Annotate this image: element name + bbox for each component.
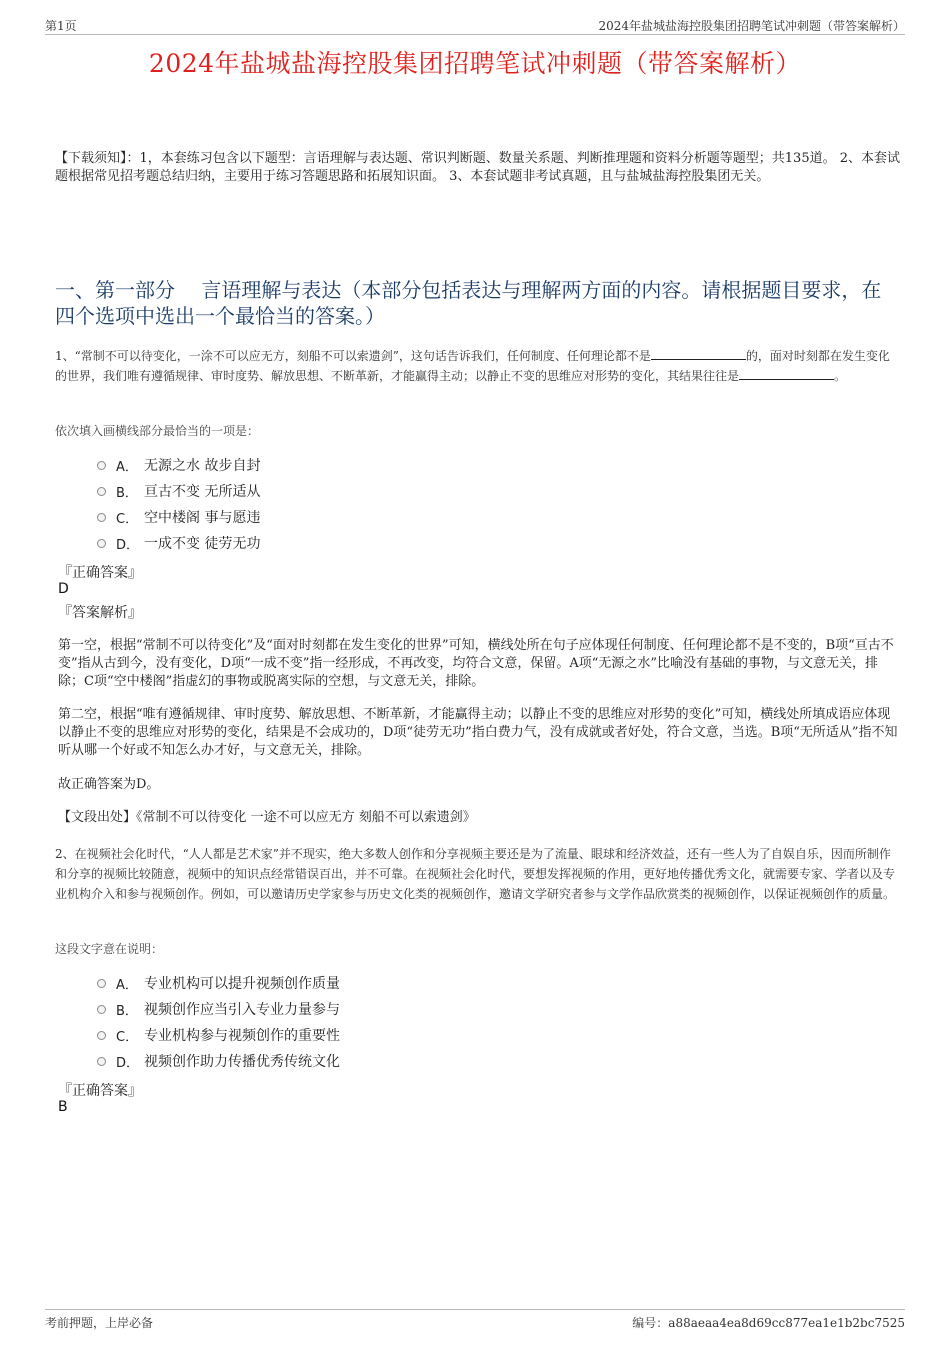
radio-icon[interactable] <box>97 461 106 470</box>
header-doc-title: 2024年盐城盐海控股集团招聘笔试冲刺题（带答案解析） <box>598 19 905 33</box>
question-2-stem: 2、在视频社会化时代，“人人都是艺术家”并不现实，绝大多数人创作和分享视频主要还是为了流量、眼球和经济效益，还有一些人为了自娱自乐，因而所制作和分享的视频比较随意，视频中的知识点经常错误百出，并不可靠。在视频社会化时代，要想发挥视频的作用，更好地传播优秀文化，就需要专家、学者以及专业机构介入和参与视频创作。例如，可以邀请历史学家参与历史文化类的视频创作，邀请文学研究者参与文学作品欣赏类的视频创作，以保证视频创作的质量。 <box>55 847 896 901</box>
option-letter: A． <box>116 459 138 475</box>
q1-option-b[interactable] <box>97 481 260 501</box>
option-letter: C． <box>116 1029 139 1045</box>
option-text: 专业机构参与视频创作的重要性 <box>144 1028 340 1044</box>
radio-icon[interactable] <box>97 1005 106 1014</box>
q1-answer-label: 『正确答案』 <box>58 565 142 581</box>
option-text: 无源之水 故步自封 <box>144 458 261 474</box>
q2-option-b[interactable] <box>97 999 340 1019</box>
radio-icon[interactable] <box>97 979 106 988</box>
option-text: 亘古不变 无所适从 <box>144 484 261 500</box>
q2-option-d[interactable] <box>97 1051 340 1071</box>
option-text: 一成不变 徒劳无功 <box>144 536 261 552</box>
radio-icon[interactable] <box>97 539 106 548</box>
option-text: 视频创作助力传播优秀传统文化 <box>144 1054 340 1070</box>
q2-option-a[interactable] <box>97 973 340 993</box>
option-letter: B． <box>116 485 138 501</box>
document-title: 2024年盐城盐海控股集团招聘笔试冲刺题（带答案解析） <box>148 49 802 78</box>
q2-option-c[interactable] <box>97 1025 340 1045</box>
page-number: 第1页 <box>45 19 77 33</box>
q1-analysis-label: 『答案解析』 <box>58 605 142 621</box>
question-1-text-b: 的，面对时刻都在发生变化的世界，我们唯有遵循规律、审时度势、解放思想、不断革新，才能赢得主动；以静止不变的思维应对形势的变化，其结果往往是 <box>55 349 890 383</box>
q2-answer: B <box>58 1099 68 1115</box>
q1-option-a[interactable] <box>97 455 260 475</box>
option-letter: D． <box>116 1055 140 1071</box>
download-notice: 【下载须知】：1，本套练习包含以下题型：言语理解与表达题、常识判断题、数量关系题、判断推理题和资料分析题等题型；共135道。 2、本套试题根据常见招考题总结归纳，主要用于练习答题思路和拓展知识面。 3、本套试题非考试真题，且与盐城盐海控股集团无关。 <box>55 151 900 184</box>
radio-icon[interactable] <box>97 1057 106 1066</box>
option-letter: A． <box>116 977 138 993</box>
q1-analysis-1: 第一空，根据“常制不可以待变化”及“面对时刻都在发生变化的世界”可知，横线处所在句子应体现任何制度、任何理论都不是不变的，B项“亘古不变”指从古到今，没有变化，D项“一成不变”指一经形成，不再改变，均符合文意，保留。A项“无源之水”比喻没有基础的事物，与文意无关，排除；C项“空中楼阁”指虚幻的事物或脱离实际的空想，与文意无关，排除。 <box>58 638 894 689</box>
footer-slogan: 考前押题，上岸必备 <box>45 1316 154 1330</box>
question-1-text-a: 1、“常制不可以待变化，一涂不可以应无方，刻船不可以索遗剑”，这句话告诉我们，任何制度、任何理论都不是 <box>55 349 651 363</box>
header-divider <box>45 34 905 35</box>
radio-icon[interactable] <box>97 487 106 496</box>
option-letter: C． <box>116 511 139 527</box>
answer-blank-1 <box>651 347 746 360</box>
q1-analysis-2: 第二空，根据“唯有遵循规律、审时度势、解放思想、不断革新，才能赢得主动；以静止不变的思维应对形势的变化”可知，横线处所填成语应体现以静止不变的思维应对形势的变化，结果是不会成功的，D项“徒劳无功”指白费力气，没有成就或者好处，符合文意，当选。B项“无所适从”指不知听从哪一个好或不知怎么办才好，与文意无关，排除。 <box>58 707 898 758</box>
option-letter: B． <box>116 1003 138 1019</box>
q1-option-d[interactable] <box>97 533 260 553</box>
q2-answer-label: 『正确答案』 <box>58 1083 142 1099</box>
question-1-prompt: 依次填入画横线部分最恰当的一项是： <box>55 424 260 438</box>
question-1-text-c: 。 <box>834 369 847 383</box>
q1-source: 【文段出处】《常制不可以待变化 一途不可以应无方 刻船不可以索遗剑》 <box>58 810 476 825</box>
answer-blank-2 <box>739 367 834 380</box>
q1-answer: D <box>58 581 69 597</box>
option-letter: D． <box>116 537 140 553</box>
option-text: 空中楼阁 事与愿违 <box>144 510 261 526</box>
option-text: 专业机构可以提升视频创作质量 <box>144 976 340 992</box>
question-2-prompt: 这段文字意在说明： <box>55 942 164 956</box>
section-heading: 一、第一部分 言语理解与表达（本部分包括表达与理解两方面的内容。请根据题目要求，在四个选项中选出一个最恰当的答案。） <box>55 278 882 328</box>
option-text: 视频创作应当引入专业力量参与 <box>144 1002 340 1018</box>
q1-conclusion: 故正确答案为D。 <box>58 777 160 792</box>
q1-option-c[interactable] <box>97 507 260 527</box>
footer-divider <box>45 1309 905 1310</box>
radio-icon[interactable] <box>97 513 106 522</box>
radio-icon[interactable] <box>97 1031 106 1040</box>
footer-serial-number: 编号：a88aeaa4ea8d69cc877ea1e1b2bc7525 <box>632 1316 905 1330</box>
question-1-stem <box>55 346 900 386</box>
